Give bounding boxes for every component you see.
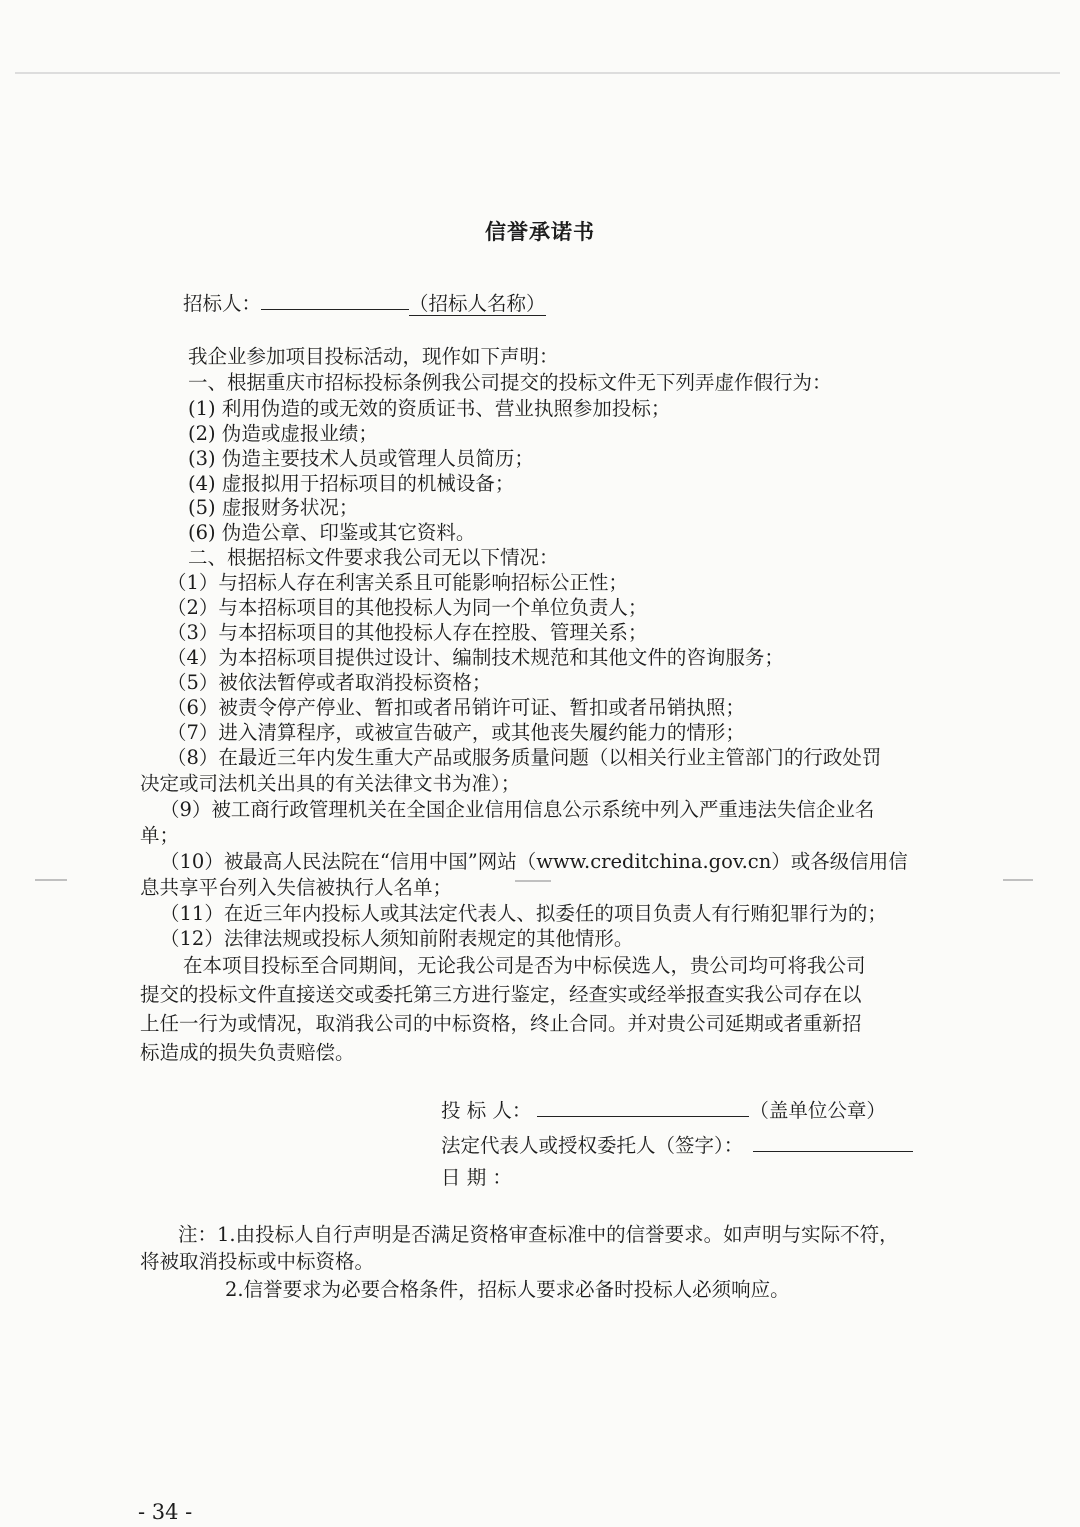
page-number: - 34 -	[138, 1500, 193, 1524]
rep-label: 法定代表人或授权委托人（签字）：	[441, 1134, 744, 1157]
section2-item: （11）在近三年内投标人或其法定代表人、拟委任的项目负责人有行贿犯罪行为的；	[160, 902, 887, 925]
section2-item: （7）进入清算程序，或被宣告破产，或其他丧失履约能力的情形；	[167, 721, 745, 744]
section1-item: (1) 利用伪造的或无效的资质证书、营业执照参加投标；	[188, 397, 671, 420]
section2-item: 息共享平台列入失信被执行人名单；	[140, 876, 453, 899]
bidder-label: 投 标 人：	[441, 1099, 532, 1122]
note-line: 2.信誉要求为必要合格条件，招标人要求必备时投标人必须响应。	[225, 1278, 790, 1301]
date-label: 日 期 ：	[441, 1166, 512, 1189]
scan-speck	[1003, 879, 1033, 881]
closing-line: 在本项目投标至合同期间，无论我公司是否为中标侯选人，贵公司均可将我公司	[183, 954, 866, 977]
note-line: 将被取消投标或中标资格。	[140, 1250, 375, 1273]
section2-item: （8）在最近三年内发生重大产品或服务质量问题（以相关行业主管部门的行政处罚	[167, 746, 882, 769]
section1-item: (5) 虚报财务状况；	[188, 496, 359, 519]
rep-blank	[753, 1131, 913, 1152]
section2-item: 单；	[140, 824, 180, 847]
section1-item: (6) 伪造公章、印鉴或其它资料。	[188, 521, 476, 544]
recipient-label: 招标人：	[183, 292, 262, 315]
section2-item: （3）与本招标项目的其他投标人存在控股、管理关系；	[167, 621, 648, 644]
bidder-line	[441, 1096, 886, 1124]
recipient-name-hint: （招标人名称）	[409, 292, 546, 315]
section2-item: （6）被责令停产停业、暂扣或者吊销许可证、暂扣或者吊销执照；	[167, 696, 745, 719]
section2-item: （2）与本招标项目的其他投标人为同一个单位负责人；	[167, 596, 648, 619]
section1-item: (2) 伪造或虚报业绩；	[188, 422, 378, 445]
section1-heading: 一、根据重庆市招标投标条例我公司提交的投标文件无下列弄虚作假行为：	[188, 371, 832, 394]
section2-item: 决定或司法机关出具的有关法律文书为准）；	[140, 772, 521, 795]
scan-speck	[515, 880, 551, 882]
section2-item: （12）法律法规或投标人须知前附表规定的其他情形。	[160, 927, 634, 950]
section1-item: (3) 伪造主要技术人员或管理人员简历；	[188, 447, 534, 470]
section2-heading: 二、根据招标文件要求我公司无以下情况：	[188, 546, 559, 569]
rep-line	[441, 1131, 913, 1159]
seal-note: （盖单位公章）	[749, 1099, 886, 1122]
document-title: 信誉承诺书	[485, 219, 595, 244]
bidder-blank	[537, 1096, 749, 1117]
section2-item: （1）与招标人存在利害关系且可能影响招标公正性；	[167, 571, 628, 594]
intro-text: 我企业参加项目投标活动，现作如下声明：	[188, 345, 559, 368]
section1-item: (4) 虚报拟用于招标项目的机械设备；	[188, 472, 515, 495]
closing-line: 标造成的损失负责赔偿。	[140, 1041, 355, 1064]
section2-item: （10）被最高人民法院在“信用中国”网站（www.creditchina.gov.cn）或各级信用信	[160, 850, 908, 873]
recipient-line	[183, 289, 546, 317]
section2-item: （9）被工商行政管理机关在全国企业信用信息公示系统中列入严重违法失信企业名	[160, 798, 875, 821]
note-line: 注：1.由投标人自行声明是否满足资格审查标准中的信誉要求。如声明与实际不符，	[178, 1223, 899, 1246]
scan-speck	[35, 879, 67, 881]
top-rule	[15, 72, 1060, 74]
section2-item: （4）为本招标项目提供过设计、编制技术规范和其他文件的咨询服务；	[167, 646, 784, 669]
recipient-blank	[261, 289, 409, 310]
closing-line: 提交的投标文件直接送交或委托第三方进行鉴定，经查实或经举报查实我公司存在以	[140, 983, 862, 1006]
section2-item: （5）被依法暂停或者取消投标资格；	[167, 671, 492, 694]
closing-line: 上任一行为或情况，取消我公司的中标资格，终止合同。并对贵公司延期或者重新招	[140, 1012, 862, 1035]
